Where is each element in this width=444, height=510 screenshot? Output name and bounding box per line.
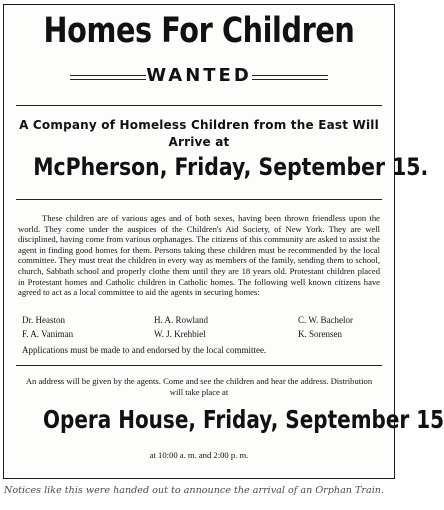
committee-member: W. J. Krehbiel (154, 329, 206, 339)
address-note: An address will be given by the agents. Come and see the children and hear the address. Distribution will take place at (25, 376, 373, 397)
image-caption: Notices like this were handed out to announce the arrival of an Orphan Train. (4, 485, 385, 496)
committee-row (22, 313, 376, 327)
arrival-date: McPherson, Friday, September 15. (33, 153, 429, 181)
committee-list (22, 313, 376, 341)
headline: Homes For Children (43, 11, 355, 51)
wanted-rule-right (252, 75, 328, 80)
committee-member: F. A. Vaniman (22, 329, 74, 339)
applications-note: Applications must be made to and endorsed by the local committee. (22, 345, 267, 355)
committee-member: K. Sorensen (298, 329, 342, 339)
wanted-label: WANTED (146, 65, 252, 86)
notice-body: These children are of various ages and of both sexes, having been thrown friendless upon the world. They come under the auspices of the Children's Aid Society, of New York. They are well disciplined, having come from various orphanages. The citizens of this community are asked to assist the agent in finding good homes for them. Persons taking these children must be recommended by the local committee. They must treat the children in every way as members of the family, sending them to school, church, Sabbath school and properly clothe them until they are 18 years old. Protestant children placed in Protestant homes and Catholic children in Catholic homes. The following well known citizens have agreed to act as a local committee to aid the agents in securing homes: (18, 213, 380, 298)
committee-member: Dr. Heaston (22, 315, 65, 325)
committee-member: C. W. Bachelor (298, 315, 353, 325)
divider-top (16, 105, 382, 106)
company-announcement (14, 117, 384, 151)
company-line-2: Arrive at (168, 135, 230, 149)
orphan-train-notice (3, 4, 444, 479)
divider-middle (16, 199, 382, 200)
committee-row (22, 327, 376, 341)
committee-member: H. A. Rowland (154, 315, 208, 325)
divider-lower (16, 365, 382, 366)
company-line-1: A Company of Homeless Children from the East Will (19, 118, 379, 132)
distribution-times: at 10:00 a. m. and 2:00 p. m. (149, 450, 249, 460)
venue-date: Opera House, Friday, September 15 (43, 405, 444, 434)
wanted-banner (4, 65, 394, 89)
